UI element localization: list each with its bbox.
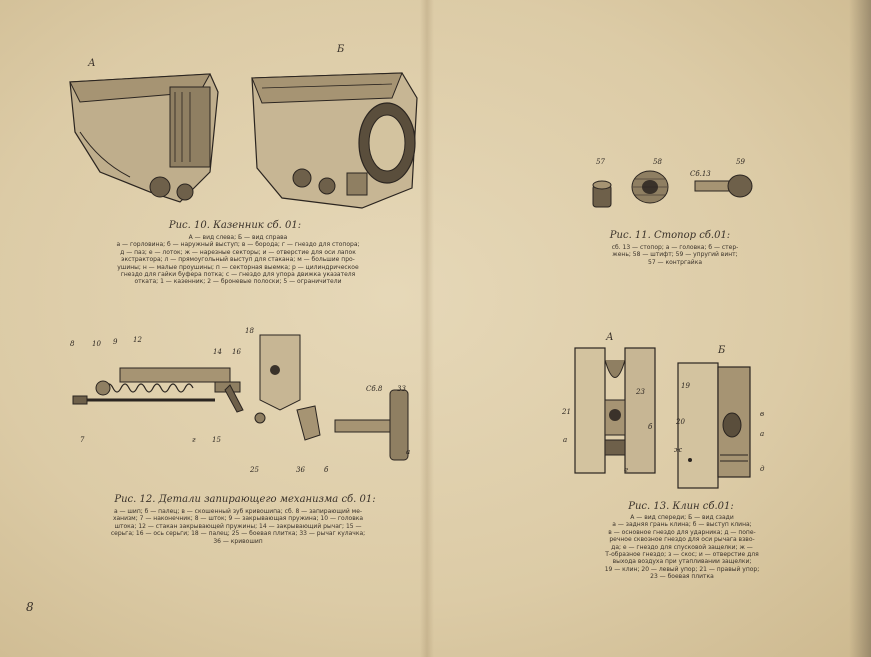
fig13-legend-line: выхода воздуха при утапливании защелки; xyxy=(612,558,752,566)
fig10-legend-line: ушины; н — малые проушины; п — секторная выемка; р — цилиндрическое xyxy=(117,263,359,271)
fig12-label: 15 xyxy=(212,436,221,444)
fig11-legend-line: жень; 58 — штифт; 59 — упругий винт; xyxy=(612,251,738,259)
fig10-legend-line: отката; 1 — казенник; 2 — броневые полоски; 5 — ограничители xyxy=(134,278,342,286)
fig12-label: б xyxy=(324,466,329,474)
fig13-label: 23 xyxy=(636,388,645,396)
fig12-label: а xyxy=(406,448,411,456)
fig12-legend-line: 36 — кривошип xyxy=(213,537,263,545)
fig10-legend-line: А — вид слева; Б — вид справа xyxy=(188,234,288,241)
page-number: 8 xyxy=(26,600,34,614)
fig11-label: 58 xyxy=(653,158,662,166)
page-edge-shadow xyxy=(849,0,871,657)
fig11-legend-line: 57 — контргайка xyxy=(648,258,702,266)
fig10-legend-line: экстрактора; л — прямоугольный выступ для стакана; м — большие про- xyxy=(121,256,355,264)
fig11-label: 59 xyxy=(736,158,745,166)
fig13-view-b-letter: Б xyxy=(718,345,726,356)
fig13-label: в xyxy=(760,410,765,418)
fig13-legend-line: 23 — боевая плитка xyxy=(650,573,714,581)
fig10-view-b-letter: Б xyxy=(337,44,345,55)
fig10-view-a-letter: А xyxy=(88,58,96,69)
fig12-label: 16 xyxy=(232,348,241,356)
fig12-locking-mechanism-parts xyxy=(65,330,425,490)
fig13-label: а xyxy=(563,436,568,444)
fig13-legend-line: речное сквозное гнездо для оси рычага взво- xyxy=(609,536,755,544)
fig12-label: 18 xyxy=(245,327,254,335)
fig13-label: б xyxy=(648,423,653,431)
fig12-label: 9 xyxy=(113,338,118,346)
fig13-label: е xyxy=(624,466,629,474)
fig12-legend-line: ханизм; 7 — наконечник; 8 — шток; 9 — закрывающая пружина; 10 — головка xyxy=(112,515,364,523)
fig13-legend-line: а — задняя грань клина; б — выступ клина; xyxy=(612,521,752,529)
fig11-caption: Рис. 11. Стопор сб.01: xyxy=(609,230,731,241)
fig12-label: 7 xyxy=(80,436,85,444)
fig13-legend-line: 19 — клин; 20 — левый упор; 21 — правый упор; xyxy=(604,565,760,573)
fig11-label: Сб.13 xyxy=(690,170,711,178)
fig13-wedge-view-a xyxy=(560,340,670,480)
fig13-legend-line: в — основное гнездо для ударника; д — попе- xyxy=(608,528,756,536)
fig13-view-a-letter: А xyxy=(606,332,614,343)
fig12-label: 33 xyxy=(397,385,406,393)
fig12-label: 10 xyxy=(92,340,101,348)
fig12-label: 36 xyxy=(296,466,305,474)
fig13-label: а xyxy=(760,430,765,438)
fig10-breech-view-a xyxy=(60,62,240,212)
fig13-label: 21 xyxy=(562,408,571,416)
fig10-legend xyxy=(48,234,428,286)
fig12-caption: Рис. 12. Детали запирающего механизма сб. 01: xyxy=(114,494,376,505)
fig13-legend xyxy=(582,514,782,581)
fig10-legend-line: а — горловина; б — наружный выступ; в — борода; г — гнездо для стопора; xyxy=(116,241,360,249)
fig13-legend-line: А — вид спереди; Б — вид сзади xyxy=(630,514,734,521)
fig10-legend-line: д — паз; е — лоток; ж — нарезные секторы; и — отверстие для оси лапок xyxy=(120,248,356,256)
fig10-breech-view-b xyxy=(242,58,432,218)
fig12-label: Сб.8 xyxy=(366,385,383,393)
fig13-label: ж xyxy=(674,446,682,454)
fig12-label: 12 xyxy=(133,336,142,344)
fig12-label: г xyxy=(192,436,196,444)
fig12-label: 25 xyxy=(250,466,259,474)
fig13-label: 20 xyxy=(676,418,685,426)
fig12-legend-line: штока; 12 — стакан закрывающей пружины; 14 — закрывающий рычаг; 15 — xyxy=(114,522,362,530)
fig13-legend-line: Т-образное гнездо; з — скос; и — отверстие для xyxy=(605,551,759,559)
fig11-legend-line: сб. 13 — стопор; а — головка; б — стер- xyxy=(611,244,739,251)
fig13-label: 19 xyxy=(681,382,690,390)
fig12-label: 8 xyxy=(70,340,75,348)
fig12-legend xyxy=(48,508,428,545)
fig12-legend-line: серьга; 16 — ось серьги; 18 — палец; 25 — боевая плитка; 33 — рычаг кулачка; xyxy=(110,530,366,538)
fig12-label: 14 xyxy=(213,348,222,356)
fig13-legend-line: да; е — гнездо для спусковой защелки; ж — xyxy=(611,543,753,551)
fig11-label: 57 xyxy=(596,158,605,166)
fig12-legend-line: а — шип; б — палец; в — скошенный зуб кривошипа; сб. 8 — запирающий ме- xyxy=(113,508,363,515)
fig10-legend-line: гнездо для гайки буфера потка; с — гнездо для упора движка указателя xyxy=(120,271,356,279)
fig13-caption: Рис. 13. Клин сб.01: xyxy=(628,501,734,512)
fig10-caption: Рис. 10. Казенник сб. 01: xyxy=(168,220,302,231)
fig11-legend xyxy=(580,244,770,266)
fig13-label: д xyxy=(760,465,765,473)
